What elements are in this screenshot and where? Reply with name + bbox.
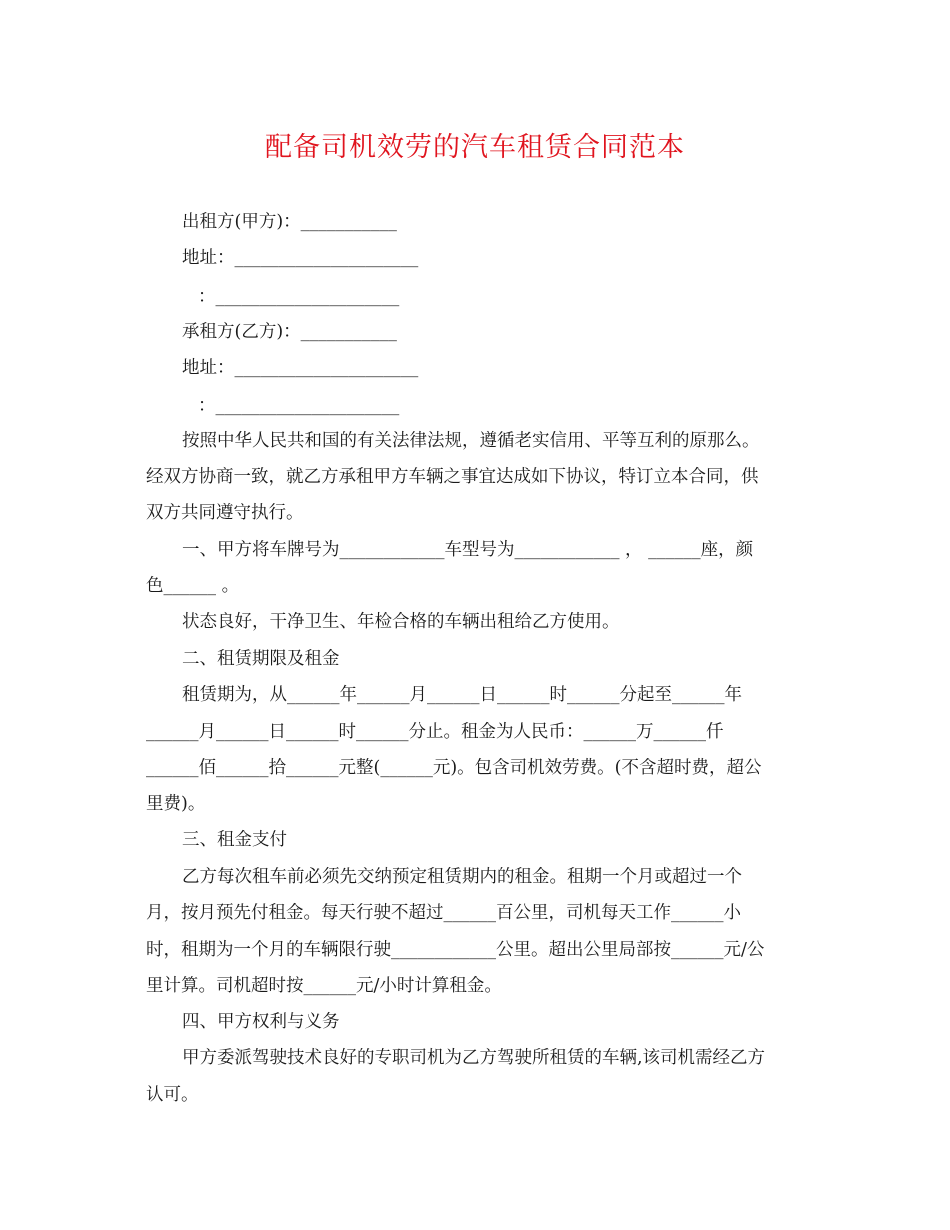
clause-1-line-2: 色______ 。	[146, 576, 240, 596]
clause-2-line-4: 里费)。	[146, 794, 206, 814]
lessee-line: 承租方(乙方)：___________	[182, 322, 397, 342]
clause-1-line-1: 一、甲方将车牌号为____________车型号为____________ ， ______座，颜	[182, 540, 754, 560]
lessor-address-line: 地址：_____________________	[182, 248, 419, 268]
lessor-line: 出租方(甲方)：___________	[182, 212, 397, 232]
clause-4-line-1: 甲方委派驾驶技术良好的专职司机为乙方驾驶所租赁的车辆,该司机需经乙方	[182, 1048, 766, 1068]
clause-2-line-2: ______月______日______时______分止。租金为人民币：______万______仟	[146, 722, 724, 742]
preamble-line-1: 按照中华人民共和国的有关法律法规，遵循老实信用、平等互利的原那么。	[182, 431, 760, 451]
clause-1-line-3: 状态良好，干净卫生、年检合格的车辆出租给乙方使用。	[182, 612, 620, 632]
clause-3-line-3: 时，租期为一个月的车辆限行驶____________公里。超出公里局部按______元/公	[146, 940, 765, 960]
clause-3-line-4: 里计算。司机超时按______元/小时计算租金。	[146, 976, 502, 996]
section-3-heading: 三、租金支付	[182, 830, 287, 850]
lessor-phone-line: ：_____________________	[198, 287, 400, 307]
section-4-heading: 四、甲方权利与义务	[182, 1012, 340, 1032]
clause-3-line-1: 乙方每次租车前必须先交纳预定租赁期内的租金。租期一个月或超过一个	[182, 867, 742, 887]
clause-2-line-1: 租赁期为，从______年______月______日______时______分起至______年	[182, 685, 742, 705]
lessee-phone-line: ：_____________________	[198, 396, 400, 416]
clause-3-line-2: 月，按月预先付租金。每天行驶不超过______百公里，司机每天工作______小	[146, 903, 741, 923]
clause-4-line-2: 认可。	[146, 1085, 199, 1105]
document-title: 配备司机效劳的汽车租赁合同范本	[265, 132, 685, 163]
lessee-address-line: 地址：_____________________	[182, 358, 419, 378]
section-2-heading: 二、租赁期限及租金	[182, 649, 340, 669]
preamble-line-2: 经双方协商一致，就乙方承租甲方车辆之事宜达成如下协议，特订立本合同，供	[146, 467, 759, 487]
clause-2-line-3: ______佰______拾______元整(______元)。包含司机效劳费。(不含超时费，超公	[146, 758, 762, 778]
preamble-line-3: 双方共同遵守执行。	[146, 503, 304, 523]
